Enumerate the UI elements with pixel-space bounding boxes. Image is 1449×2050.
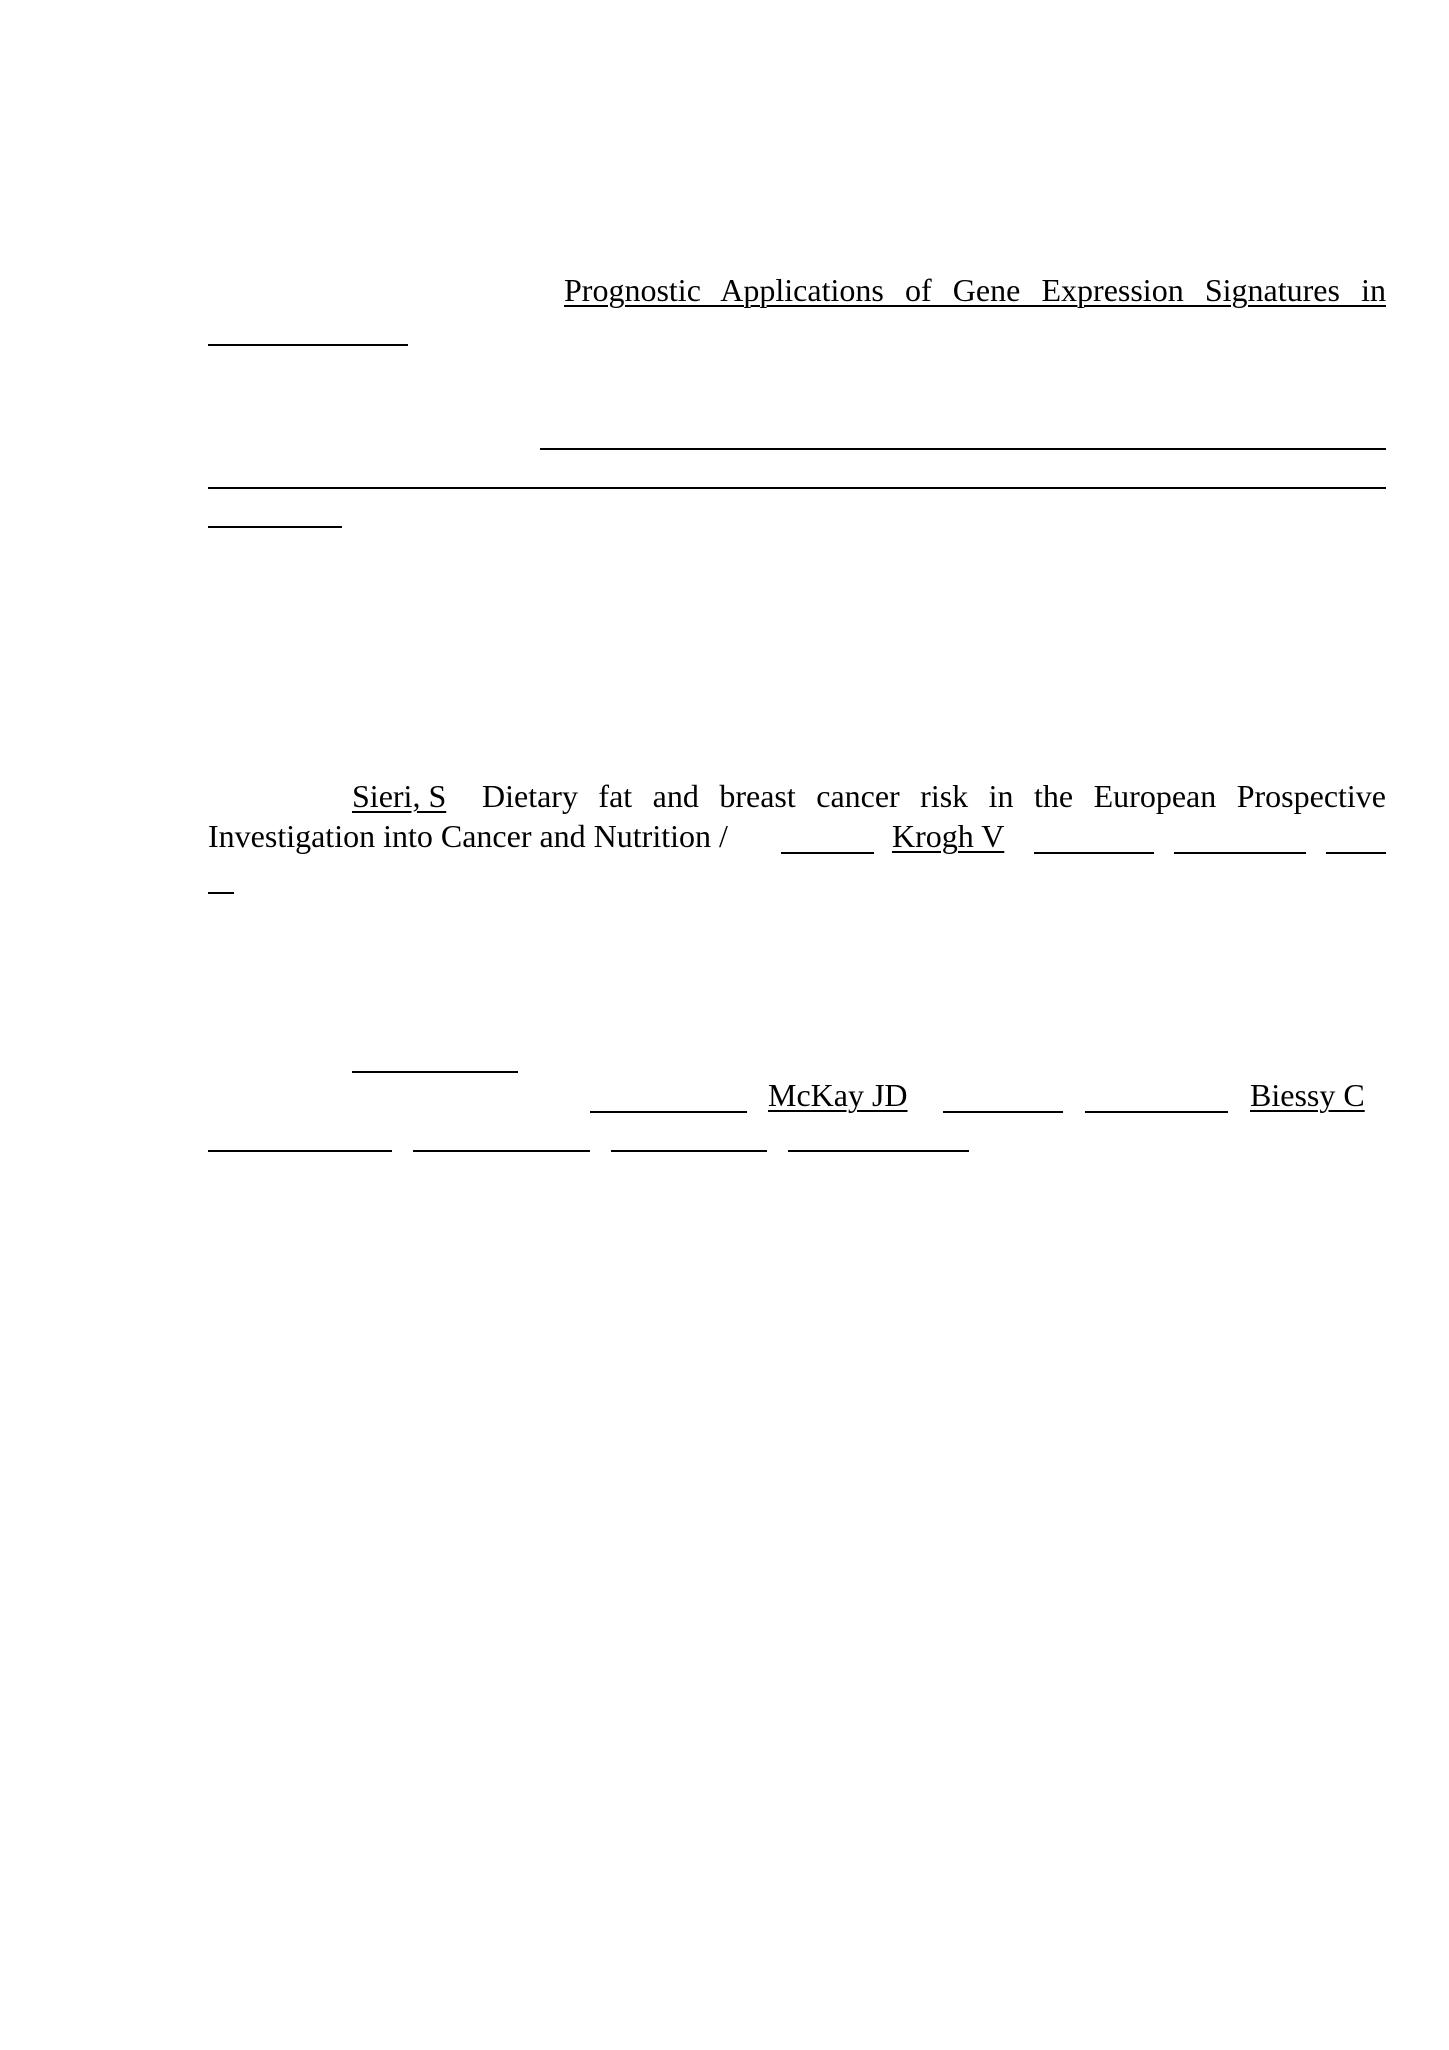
reference-3-title-line-2: Investigation into Cancer and Nutrition / bbox=[208, 818, 728, 854]
reference-3-blank-2 bbox=[1034, 852, 1154, 854]
reference-2-blank-2 bbox=[208, 487, 1386, 489]
reference-3-author: Sieri, S bbox=[352, 778, 447, 814]
reference-4-blank-1 bbox=[352, 1071, 518, 1073]
reference-3-blank-4 bbox=[1326, 852, 1386, 854]
reference-4-blank-4 bbox=[1085, 1111, 1228, 1113]
reference-3-blank-1 bbox=[781, 852, 874, 854]
reference-4-blank-6 bbox=[413, 1150, 590, 1152]
reference-3-coauthor: Krogh V bbox=[892, 818, 1005, 854]
reference-2-blank-1 bbox=[540, 448, 1386, 450]
reference-4-blank-7 bbox=[611, 1150, 767, 1152]
reference-2-blank-3 bbox=[208, 526, 342, 528]
reference-4-blank-3 bbox=[943, 1111, 1063, 1113]
reference-4-coauthor-1: McKay JD bbox=[768, 1077, 908, 1113]
reference-4-blank-8 bbox=[788, 1150, 969, 1152]
reference-1-blank bbox=[208, 344, 408, 346]
reference-4-coauthor-2: Biessy C bbox=[1250, 1077, 1365, 1113]
reference-3-title-line-1: Dietary fat and breast cancer risk in the European Prospective bbox=[482, 778, 1386, 814]
reference-3-blank-3 bbox=[1174, 852, 1306, 854]
reference-4-blank-2 bbox=[590, 1111, 747, 1113]
reference-1-title: Prognostic Applications of Gene Expression Signatures in bbox=[564, 272, 1386, 308]
reference-3-blank-5 bbox=[208, 892, 234, 894]
reference-4-blank-5 bbox=[208, 1150, 392, 1152]
